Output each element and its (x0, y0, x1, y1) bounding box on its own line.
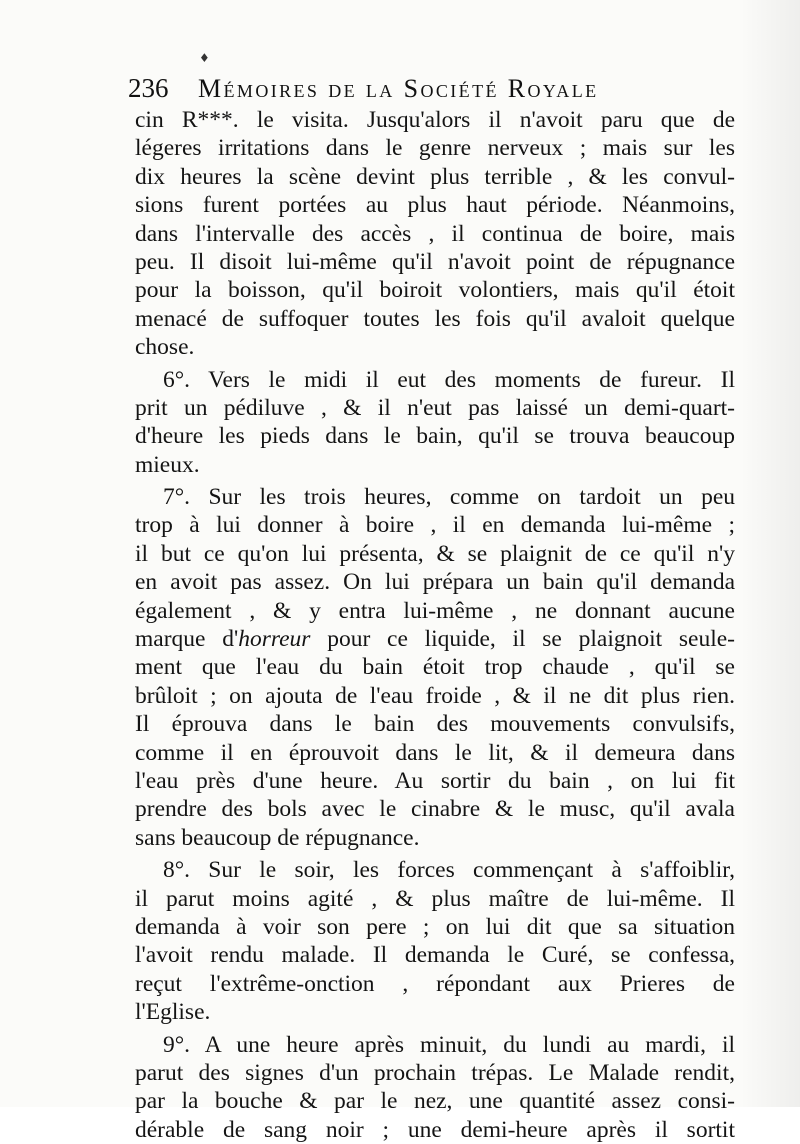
paragraph (135, 483, 735, 852)
text-line: chose. (135, 333, 735, 361)
text-line: 7°. Sur les trois heures, comme on tardoit un peu (135, 483, 735, 511)
text-line: dérable de sang noir ; une demi-heure après il sortit (135, 1116, 735, 1144)
text-line: Il éprouva dans le bain des mouvements convulsifs, (135, 710, 735, 738)
page-number: 236 (128, 71, 169, 105)
paragraph (135, 106, 735, 362)
text-line: demanda à voir son pere ; on lui dit que sa situation (135, 913, 735, 941)
text-line: parut des signes d'un prochain trépas. Le Malade rendit, (135, 1059, 735, 1087)
text-line: cin R***. le visita. Jusqu'alors il n'avoit paru que de (135, 106, 735, 134)
text-line: pour la boisson, qu'il boiroit volontiers, mais qu'il étoit (135, 276, 735, 304)
text-line: en avoit pas assez. On lui prépara un bain qu'il demanda (135, 568, 735, 596)
ink-mark: ♦ (199, 51, 210, 65)
running-title: Mémoires de la Société Royale (198, 73, 599, 105)
page-header (128, 71, 688, 107)
text-line: 6°. Vers le midi il eut des moments de fureur. Il (135, 366, 735, 394)
text-line: mieux. (135, 451, 735, 479)
text-line: comme il en éprouvoit dans le lit, & il demeura dans (135, 739, 735, 767)
text-line: prit un pédiluve , & il n'eut pas laissé un demi-quart- (135, 394, 735, 422)
text-line: également , & y entra lui-même , ne donnant aucune (135, 597, 735, 625)
paragraph (135, 856, 735, 1026)
text-line: l'eau près d'une heure. Au sortir du bain , on lui fit (135, 767, 735, 795)
text-line: dans l'intervalle des accès , il continua de boire, mais (135, 220, 735, 248)
text-line: prendre des bols avec le cinabre & le musc, qu'il avala (135, 795, 735, 823)
text-line: dix heures la scène devint plus terrible , & les convul- (135, 163, 735, 191)
paragraph (135, 366, 735, 480)
text-line: par la bouche & par le nez, une quantité assez consi- (135, 1087, 735, 1115)
text-line: reçut l'extrême-onction , répondant aux Prieres de (135, 970, 735, 998)
text-line: légeres irritations dans le genre nerveux ; mais sur les (135, 134, 735, 162)
text-line: trop à lui donner à boire , il en demanda lui-même ; (135, 511, 735, 539)
text-line: il parut moins agité , & plus maître de lui-même. Il (135, 885, 735, 913)
text-line: ment que l'eau du bain étoit trop chaude , qu'il se (135, 653, 735, 681)
text-line: il but ce qu'on lui présenta, & se plaignit de ce qu'il n'y (135, 540, 735, 568)
text-line: l'avoit rendu malade. Il demanda le Curé, se confessa, (135, 941, 735, 969)
text-line: brûloit ; on ajouta de l'eau froide , & il ne dit plus rien. (135, 682, 735, 710)
text-line: menacé de suffoquer toutes les fois qu'il avaloit quelque (135, 305, 735, 333)
text-line: d'heure les pieds dans le bain, qu'il se trouva beaucoup (135, 422, 735, 450)
paragraph (135, 1031, 735, 1144)
text-line: peu. Il disoit lui-même qu'il n'avoit point de répugnance (135, 248, 735, 276)
text-line: sans beaucoup de répugnance. (135, 824, 735, 852)
text-line: 8°. Sur le soir, les forces commençant à s'affoiblir, (135, 856, 735, 884)
text-line: sions furent portées au plus haut période. Néanmoins, (135, 191, 735, 219)
text-line: l'Eglise. (135, 998, 735, 1026)
text-line: marque d'horreur pour ce liquide, il se plaignoit seule- (135, 625, 735, 653)
body-text (135, 106, 735, 1144)
text-line: 9°. A une heure après minuit, du lundi au mardi, il (135, 1031, 735, 1059)
